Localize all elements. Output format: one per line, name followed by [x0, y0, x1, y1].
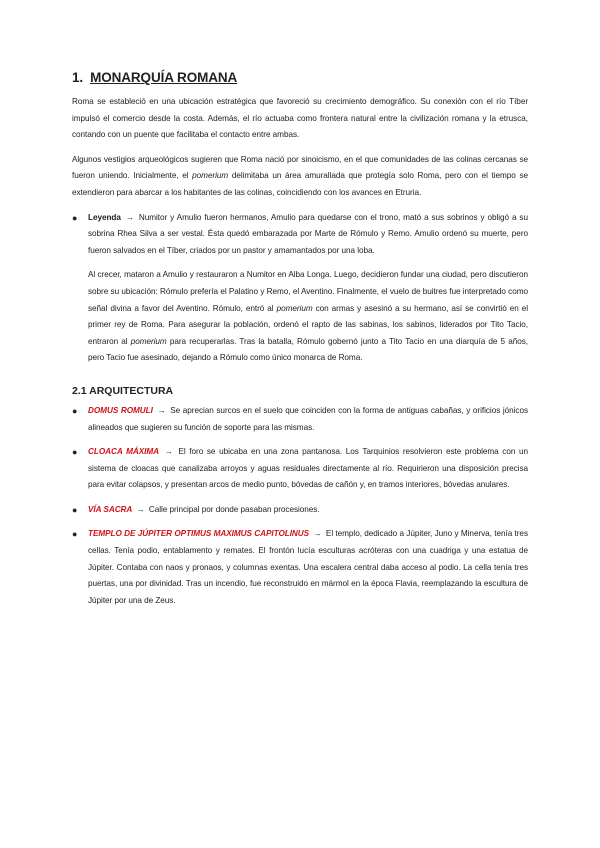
item-text: Calle principal por donde pasaban procesiones.	[148, 504, 320, 514]
bullet-icon: ●	[72, 529, 78, 540]
item-text: El foro se ubicaba en una zona pantanosa. Los Tarquinios resolvieron este problema con un sistema de cloacas que canalizaba arroyos y aguas residuales directamente al río. Requirieron una disposición precisa para evitar colapsos, y presentan arcos de medio punto, bóvedas de cañón y, en tramos interiores, bóvedas anulares.	[88, 447, 529, 490]
document-page	[72, 70, 528, 617]
subsection-title: 2.1 ARQUITECTURA	[72, 384, 174, 397]
arrow-icon: →	[164, 447, 173, 457]
arrow-icon: →	[157, 405, 166, 415]
legend-continuation: Al crecer, mataron a Amulio y restauraron a Numitor en Alba Longa. Luego, decidieron fundar una ciudad, pero discutieron sobre su ubicación: Rómulo prefería el Palatino y Remo, el Aventino. Finalmente, el vuelo de buitres fue interpretado como señal divina a favor del Aventino. Rómulo, entró al pomerium con armas y asesinó a su hermano, así se convirtió en el primer rey de Roma. Para asegurar la población, ordenó el rapto de las sabinas, los sabinos, liderados por Tito Tacio, entraron al pomerium para recuperarlas. Tras la batalla, Rómulo gobernó junto a Tito Tacio en una diarquía de 5 años, pero Tacio fue asesinado, dejando a Rómulo como único monarca de Roma.	[88, 270, 528, 363]
arrow-icon: →	[125, 212, 134, 222]
section-number: 1.	[72, 70, 84, 85]
term-pomerium: pomerium	[130, 336, 167, 346]
bullet-icon: ●	[72, 212, 78, 223]
architecture-list	[72, 403, 528, 610]
list-item-via-sacra	[72, 502, 528, 519]
arrow-icon: →	[136, 504, 145, 514]
list-item-cloaca-maxima	[72, 444, 528, 494]
label-domus-romuli: DOMUS ROMULI	[88, 405, 153, 415]
legend-list	[72, 210, 528, 367]
label-leyenda: Leyenda	[88, 212, 121, 222]
term-pomerium: pomerium	[192, 171, 229, 181]
legend-text: Numitor y Amulio fueron hermanos, Amulio para quedarse con el trono, mató a sus sobrinos y obligó a su sobrina Rhea Silva a ser vestal. Ésta quedó embarazada por Marte de Rómulo y Remo. Amulio ordenó su muerte, pero fueron salvados en el Tíber, criados por un pastor y amamantados por una loba.	[88, 212, 528, 255]
label-via-sacra: VÍA SACRA	[88, 504, 133, 514]
item-text: Se aprecian surcos en el suelo que coinciden con la forma de antiguas cabañas, y orificios jónicos alineados que sugieren su función de soporte para las mismas.	[88, 405, 528, 432]
arrow-icon: →	[313, 529, 322, 539]
paragraph-location: Roma se estableció en una ubicación estratégica que favoreció su crecimiento demográfico. Su conexión con el río Tíber impulsó el comercio desde la costa. Además, el río actuaba como frontera natural entre la civilización romana y la etrusca, contando con un puente que facilitaba el contacto entre ambas.	[72, 97, 528, 140]
label-templo-jupiter: TEMPLO DE JÚPITER OPTIMUS MAXIMUS CAPITOLINUS	[88, 529, 310, 539]
paragraph-sinoicismo: Algunos vestigios arqueológicos sugieren que Roma nació por sinoicismo, en el que comunidades de las colinas cercanas se fueron uniendo. Inicialmente, el pomerium delimitaba un área amurallada que protegía solo Roma, pero con el tiempo se extendieron para abarcar a los habitantes de las colinas, coincidiendo con los avances en Etruria.	[72, 154, 528, 197]
list-item-leyenda	[72, 210, 528, 367]
label-cloaca-maxima: CLOACA MÁXIMA	[88, 447, 159, 457]
item-text: El templo, dedicado a Júpiter, Juno y Minerva, tenía tres cellas. Tenía podio, entablamento y remates. El frontón lucía esculturas acróteras con una cuadriga y una estatua de Júpiter. Contaba con naos y pronaos, y columnas exentas. Una escalera central daba acceso al podio. La cella tenía tres puertas, una por divinidad. Tras un incendio, fue reconstruido en mármol en la época Flavia, reemplazando la escultura de Júpiter por una de Zeus.	[88, 529, 528, 605]
section-title	[72, 70, 528, 85]
list-item-domus-romuli	[72, 403, 528, 436]
list-item-templo-jupiter	[72, 526, 528, 609]
section-title-text: MONARQUÍA ROMANA	[90, 70, 238, 85]
bullet-icon: ●	[72, 504, 78, 515]
term-pomerium: pomerium	[276, 303, 313, 313]
bullet-icon: ●	[72, 447, 78, 458]
bullet-icon: ●	[72, 405, 78, 416]
